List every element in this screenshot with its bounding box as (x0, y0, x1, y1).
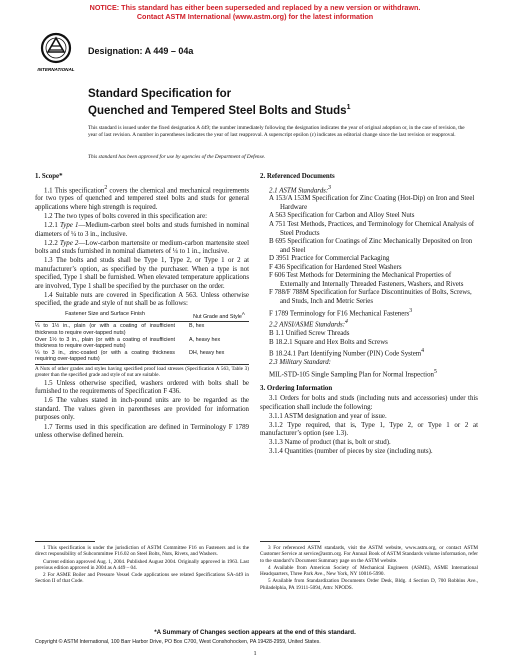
withdrawal-notice (0, 3, 510, 21)
footnote-mark: 5 (433, 368, 437, 375)
ref-item: F 606 Test Methods for Determining the Mechanical Properties of Externally and Internally Threaded Fasteners, Washers, and Rivets (269, 272, 464, 288)
nut-table (35, 311, 249, 379)
footnote-mark: 4 (345, 319, 348, 326)
para-1-6: 1.6 The values stated in inch-pound units are to be regarded as the standard. The values given in parentheses are provided for information purposes only. (35, 397, 249, 422)
para-1-4: 1.4 Suitable nuts are covered in Specification A 563. Unless otherwise specified, the grade and style of nut shall be as follows: (35, 291, 249, 308)
table-row (35, 323, 249, 336)
table-row (35, 337, 249, 350)
ref-item: F 436 Specification for Hardened Steel Washers (269, 263, 402, 271)
page-number: 1 (253, 650, 257, 657)
para-3-1-4: 3.1.4 Quantities (number of pieces by size (including nuts). (269, 448, 433, 456)
logo-wordmark: INTERNATIONAL (37, 67, 75, 72)
para-3-1-1: 3.1.1 ASTM designation and year of issue. (269, 412, 387, 420)
title-line-2 (88, 101, 351, 118)
para-3-1-2: 3.1.2 Type required, that is, Type 1, Type 2, or Type 1 or 2 at manufacturer’s option (see 1.3). (260, 421, 478, 438)
notice-line-2: Contact ASTM International (www.astm.org) for the latest information (136, 12, 374, 21)
type-label: Type 2 (59, 239, 79, 247)
footnote: 2 For ASME Boiler and Pressure Vessel Code applications see related Specifications SA-449 in Section II of that Code. (35, 572, 249, 585)
ansi-standards-heading (260, 318, 478, 330)
footnote: 5 Available from Standardization Documents Order Desk, Bldg. 4 Section D, 700 Robbins Ave., Philadelphia, PA 19111-5094, Attn: NPODS. (260, 578, 478, 591)
table-cell: ¼ to 1½ in., plain (or with a coating of insufficient thickness to require over-tapped nuts) (35, 323, 175, 336)
ref-item: A 153/A 153M Specification for Zinc Coating (Hot-Dip) on Iron and Steel Hardware (269, 195, 475, 211)
astm-standards-heading (260, 184, 478, 196)
footnote-mark: 4 (421, 348, 425, 355)
footnote-mark: 2 (104, 184, 108, 191)
military-standard-heading: 2.3 Military Standard: (269, 359, 331, 367)
approval-note: This standard has been approved for use by agencies of the Department of Defense. (88, 154, 266, 160)
footnote: 3 For referenced ASTM standards, visit the ASTM website, www.astm.org, or contact ASTM Customer Service at service@astm.org. For Annual Book of ASTM Standards volume information, refer to the standard’s Document Summary page on the ASTM website. (260, 545, 478, 564)
para-1-1 (35, 184, 249, 213)
para-1-2: 1.2 The two types of bolts covered in this specification are: (44, 212, 208, 220)
ref-item: B 695 Specification for Coatings of Zinc Mechanically Deposited on Iron and Steel (269, 238, 473, 254)
table-row (35, 350, 249, 363)
right-column (260, 173, 478, 457)
para-1-1-text: 1.1 This specification (44, 186, 105, 194)
type-label: Type 1 (59, 222, 79, 230)
table-col-1-header: Fastener Size and Surface Finish (65, 311, 145, 317)
ref-item (260, 307, 478, 319)
table-col-2-header (189, 311, 249, 320)
table-cell: B, hex (189, 323, 205, 330)
section-1-heading: 1. Scope* (35, 173, 63, 180)
issuance-note: This standard is issued under the fixed designation A 449; the number immediately following the designation indicates the year of original adoption or, in the case of revision, the year of last revision. A number in parentheses indicates the year of last reapproval. A superscript epsilon (ε) indicates an editorial change since the last revision or reapproval. (88, 125, 465, 139)
ref-item: A 563 Specification for Carbon and Alloy Steel Nuts (269, 212, 415, 220)
para-num: 1.2.2 (44, 239, 60, 247)
para-1-5: 1.5 Unless otherwise specified, washers ordered with bolts shall be furnished to the requirements of Specification F 436. (35, 379, 249, 396)
document-title (88, 88, 351, 118)
para-3-1: 3.1 Orders for bolts and studs (including nuts and accessories) under this specification shall include the following: (260, 395, 478, 411)
ref-item: B 18.2.1 Square and Hex Bolts and Screws (269, 338, 388, 346)
ref-item: A 751 Test Methods, Practices, and Terminology for Chemical Analysis of Steel Products (269, 221, 475, 237)
footnote: 4 Available from American Society of Mechanical Engineers (ASME), ASME International Headquarters, Three Park Ave., New York, NY 10016-5990. (260, 564, 478, 578)
para-3-1-3: 3.1.3 Name of product (that is, bolt or stud). (269, 439, 391, 447)
summary-of-changes-note: *A Summary of Changes section appears at the end of this standard. (154, 629, 356, 636)
footnotes-left (35, 545, 249, 586)
ref-item: D 3951 Practice for Commercial Packaging (269, 255, 390, 263)
section-3-heading: 3. Ordering Information (260, 384, 333, 392)
ref-item-text: B 18.24.1 Part Identifying Number (PIN) Code System (269, 350, 422, 358)
footnotes-right (260, 545, 478, 592)
ref-item-text: F 1789 Terminology for F16 Mechanical Fasteners (269, 309, 410, 317)
table-cell: A, heavy hex (189, 336, 221, 343)
table-col-2-text: Nut Grade and Style (193, 313, 242, 320)
title-footnote-mark: 1 (346, 104, 351, 111)
table-header (35, 311, 249, 322)
para-1-3: 1.3 The bolts and studs shall be Type 1, Type 2, or Type 1 or 2 at manufacturer’s option, as specified by the purchaser. When a type is not specified, Type 1 shall be furnished. When elevated temperature applications are involved, Type 1 shall be specified by the purchaser on the order. (35, 257, 249, 290)
footnote-mark: 3 (409, 307, 413, 314)
para-1-7: 1.7 Terms used in this specification are defined in Terminology F 1789 unless otherwise defined herein. (35, 423, 249, 440)
copyright-line: Copyright © ASTM International, 100 Barr Harbor Drive, PO Box C700, West Conshohocken, PA 19428-2959, United States. (35, 639, 321, 645)
ref-item: B 1.1 Unified Screw Threads (269, 330, 350, 338)
table-cell: Over 1½ to 3 in., plain (or with a coating of insufficient thickness to require over-tapped nuts) (35, 336, 175, 350)
para-num: 1.2.1 (44, 222, 60, 230)
title-main: Quenched and Tempered Steel Bolts and Studs (88, 104, 347, 117)
para-1-2-2 (35, 240, 249, 257)
notice-line-1: NOTICE: This standard has either been superseded and replaced by a new version or withdrawn. (89, 3, 421, 12)
para-text: —Medium-carbon steel bolts and studs furnished in nominal diameters of ¼ to 3 in., inclusive. (35, 222, 249, 238)
para-text: —Low-carbon martensite or medium-carbon martensite steel bolts and studs furnished in nominal diameters of ¼ to 1 in., inclusive. (35, 239, 249, 256)
footnote-rule-left (35, 541, 95, 542)
table-cell: DH, heavy hex (189, 349, 225, 356)
left-column (35, 173, 249, 441)
footnote: 1 This specification is under the jurisdiction of ASTM Committee F16 on Fasteners and is the direct responsibility of Subcommittee F16.02 on Steel Bolts, Nuts, Rivets, and Washers. (35, 545, 249, 558)
section-2-heading: 2. Referenced Documents (260, 173, 335, 180)
title-line-1: Standard Specification for (88, 88, 232, 100)
astm-logo-icon (37, 32, 75, 76)
ref-item (260, 347, 478, 359)
subheading-text: 2.1 ASTM Standards: (269, 186, 329, 194)
table-footnote: A Nuts of other grades and styles having specified proof load stresses (Specification A 563, Table 3) greater than the specified grade and style of nut are suitable. (35, 365, 249, 379)
footnote-mark: 3 (328, 184, 332, 191)
ref-item-text: MIL-STD-105 Single Sampling Plan for Normal Inspection (269, 370, 434, 378)
ref-item: F 788/F 788M Specification for Surface Discontinuities of Bolts, Screws, and Studs, Inch and Metric Series (269, 289, 472, 305)
footnote: Current edition approved Aug. 1, 2004. Published August 2004. Originally approved in 1963. Last previous edition approved in 2004 as A 449 – 04. (35, 558, 249, 571)
ref-item (260, 368, 478, 380)
subheading-text: 2.2 ANSI/ASME Standards: (269, 321, 345, 329)
para-1-1-rest: covers the chemical and mechanical requirements for two types of quenched and tempered steel bolts and studs for general applications where high strength is required. (35, 186, 250, 211)
para-1-2-1 (35, 222, 249, 239)
designation: Designation: A 449 – 04a (88, 46, 194, 56)
table-cell: ¼ to 3 in., zinc-coated (or with a coating thickness requiring over-tapped nuts) (35, 349, 175, 363)
table-footnote-mark: A (241, 311, 245, 316)
footnote-rule-right (260, 541, 320, 542)
